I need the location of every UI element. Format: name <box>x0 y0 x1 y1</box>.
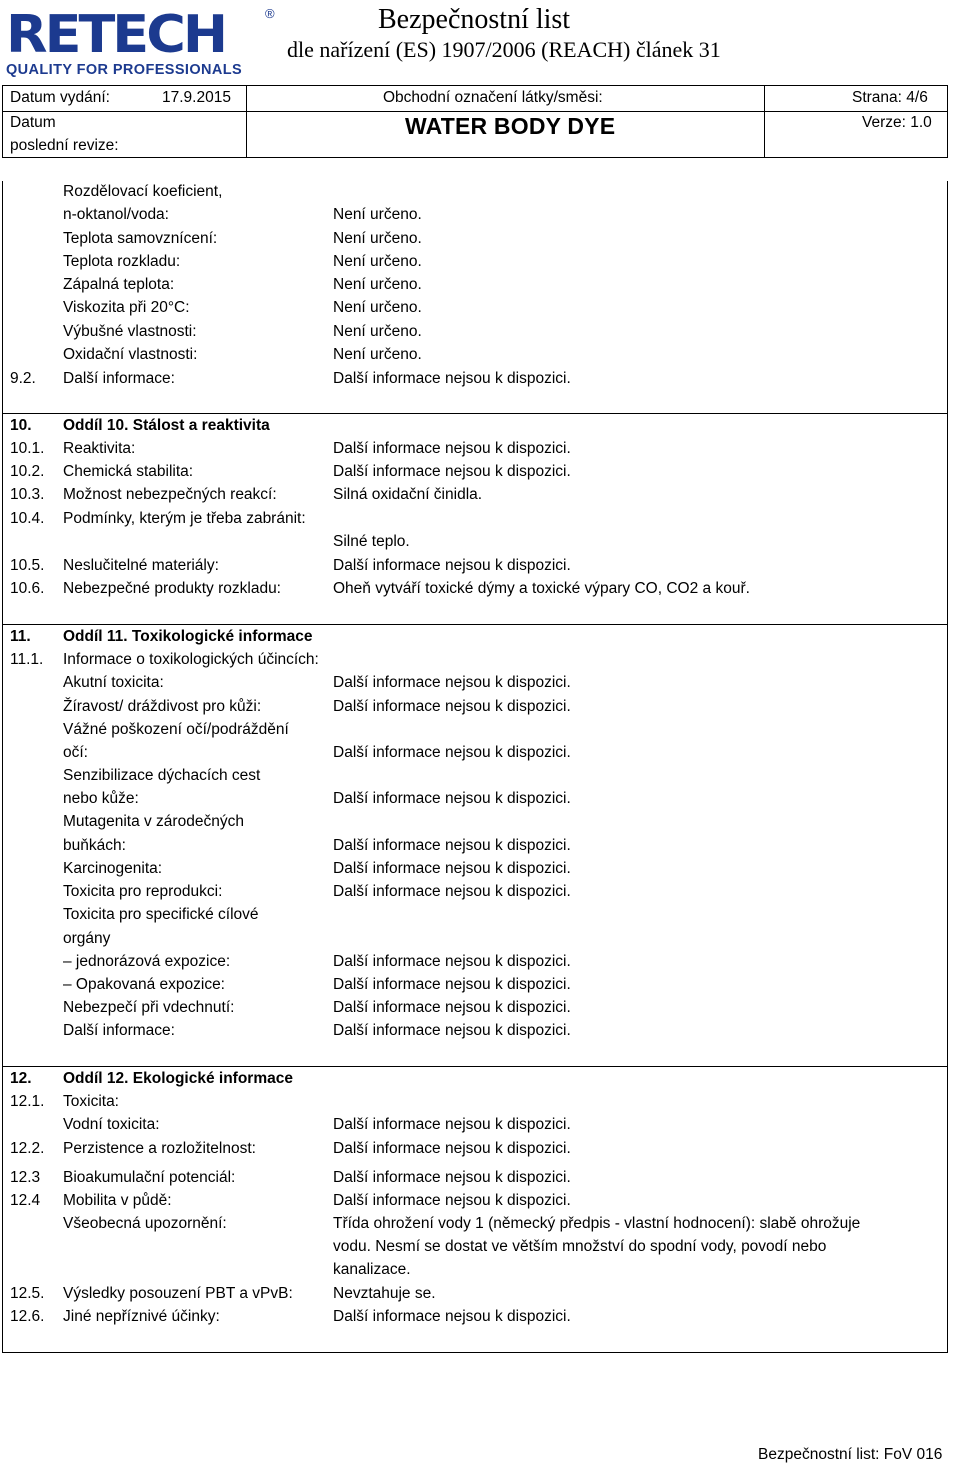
table-row <box>0 672 960 694</box>
row-value: Další informace nejsou k dispozici. <box>333 860 571 877</box>
table-row <box>0 578 960 600</box>
row-label: Podmínky, kterým je třeba zabránit: <box>63 510 306 527</box>
row-label: – jednorázová expozice: <box>63 953 231 970</box>
row-label: Zápalná teplota: <box>63 276 175 293</box>
section-title: Oddíl 12. Ekologické informace <box>63 1070 293 1087</box>
trade-name-label: Obchodní označení látky/směsi: <box>383 89 603 106</box>
header-row-divider <box>3 111 947 112</box>
row-label: očí: <box>63 744 88 761</box>
row-number: 12.1. <box>10 1093 45 1110</box>
row-value: Další informace nejsou k dispozici. <box>333 1308 571 1325</box>
row-label: Toxicita pro specifické cílové <box>63 906 259 923</box>
row-label: Další informace: <box>63 1022 175 1039</box>
row-number: 10.3. <box>10 486 45 503</box>
section-number: 10. <box>10 417 32 434</box>
row-label: Nebezpečí při vdechnutí: <box>63 999 235 1016</box>
row-value: Není určeno. <box>333 276 422 293</box>
table-row <box>0 1138 960 1160</box>
table-row <box>0 858 960 880</box>
logo-wordmark: RETECH <box>6 4 226 65</box>
section-number: 11. <box>10 628 31 645</box>
row-label: Žíravost/ dráždivost pro kůži: <box>63 698 262 715</box>
row-label: Jiné nepříznivé účinky: <box>63 1308 220 1325</box>
section-separator <box>2 1066 948 1067</box>
row-label: Mutagenita v zárodečných <box>63 813 244 830</box>
row-value: Další informace nejsou k dispozici. <box>333 883 571 900</box>
row-label: Nebezpečné produkty rozkladu: <box>63 580 281 597</box>
table-row <box>0 904 960 926</box>
row-label: Vážné poškození očí/podráždění <box>63 721 289 738</box>
row-label: Neslučitelné materiály: <box>63 557 219 574</box>
row-value: Další informace nejsou k dispozici. <box>333 1192 571 1209</box>
row-value: Další informace nejsou k dispozici. <box>333 1140 571 1157</box>
row-label: Další informace: <box>63 370 175 387</box>
row-label: Výbušné vlastnosti: <box>63 323 197 340</box>
row-label: Toxicita pro reprodukci: <box>63 883 223 900</box>
section-separator <box>2 624 948 625</box>
row-label: – Opakovaná expozice: <box>63 976 225 993</box>
header-divider <box>246 86 247 157</box>
section-heading <box>0 415 960 437</box>
row-number: 12.3 <box>10 1169 41 1186</box>
table-row <box>0 1020 960 1042</box>
row-label: Toxicita: <box>63 1093 119 1110</box>
row-label: Chemická stabilita: <box>63 463 194 480</box>
row-value: Další informace nejsou k dispozici. <box>333 744 571 761</box>
table-row <box>0 997 960 1019</box>
row-value: Další informace nejsou k dispozici. <box>333 440 571 457</box>
row-label: Teplota samovznícení: <box>63 230 218 247</box>
table-row <box>0 951 960 973</box>
row-value: Další informace nejsou k dispozici. <box>333 463 571 480</box>
table-row <box>0 228 960 250</box>
table-row <box>0 835 960 857</box>
registered-mark: ® <box>265 6 275 21</box>
table-row <box>0 181 960 203</box>
table-row <box>0 696 960 718</box>
table-row <box>0 1236 960 1258</box>
row-label: n-oktanol/voda: <box>63 206 169 223</box>
table-row <box>0 297 960 319</box>
row-value: Není určeno. <box>333 323 422 340</box>
row-number: 10.5. <box>10 557 45 574</box>
row-number: 12.6. <box>10 1308 45 1325</box>
revision-date-label-2: poslední revize: <box>10 137 119 154</box>
row-label: Rozdělovací koeficient, <box>63 183 223 200</box>
document-subtitle: dle nařízení (ES) 1907/2006 (REACH) článek 31 <box>287 37 721 62</box>
row-label: nebo kůže: <box>63 790 139 807</box>
row-value: Další informace nejsou k dispozici. <box>333 698 571 715</box>
table-row <box>0 742 960 764</box>
row-number: 9.2. <box>10 370 36 387</box>
issue-date-label: Datum vydání: <box>10 89 110 106</box>
row-label: Oxidační vlastnosti: <box>63 346 198 363</box>
table-row <box>0 788 960 810</box>
table-row <box>0 1091 960 1113</box>
row-label: Mobilita v půdě: <box>63 1192 172 1209</box>
row-value: Není určeno. <box>333 346 422 363</box>
row-value: kanalizace. <box>333 1261 411 1278</box>
row-value: Nevztahuje se. <box>333 1285 436 1302</box>
table-row <box>0 928 960 950</box>
footer-document-id: Bezpečnostní list: FoV 016 <box>758 1446 943 1463</box>
row-value: Další informace nejsou k dispozici. <box>333 1116 571 1133</box>
row-value: Není určeno. <box>333 206 422 223</box>
row-value: Silné teplo. <box>333 533 410 550</box>
row-label: Karcinogenita: <box>63 860 163 877</box>
table-row <box>0 1259 960 1281</box>
table-row <box>0 974 960 996</box>
row-value: Oheň vytváří toxické dýmy a toxické výpary CO, CO2 a kouř. <box>333 580 750 597</box>
row-label: Informace o toxikologických účincích: <box>63 651 319 668</box>
row-number: 11.1. <box>10 651 44 668</box>
table-row <box>0 555 960 577</box>
row-number: 10.1. <box>10 440 45 457</box>
table-row <box>0 719 960 741</box>
section-heading <box>0 626 960 648</box>
row-value: Další informace nejsou k dispozici. <box>333 557 571 574</box>
row-label: Akutní toxicita: <box>63 674 164 691</box>
row-value: Další informace nejsou k dispozici. <box>333 999 571 1016</box>
logo-tagline: QUALITY FOR PROFESSIONALS <box>6 62 243 78</box>
row-label: Perzistence a rozložitelnost: <box>63 1140 256 1157</box>
row-value: Není určeno. <box>333 299 422 316</box>
row-number: 10.4. <box>10 510 45 527</box>
row-value: Silná oxidační činidla. <box>333 486 483 503</box>
row-value: Další informace nejsou k dispozici. <box>333 976 571 993</box>
table-row <box>0 508 960 530</box>
row-label: Teplota rozkladu: <box>63 253 181 270</box>
row-number: 10.6. <box>10 580 45 597</box>
table-row <box>0 649 960 671</box>
row-label: Viskozita při 20°C: <box>63 299 190 316</box>
issue-date-value: 17.9.2015 <box>162 89 231 106</box>
table-row <box>0 1213 960 1235</box>
table-row <box>0 204 960 226</box>
table-row <box>0 321 960 343</box>
row-value: Další informace nejsou k dispozici. <box>333 1169 571 1186</box>
table-row <box>0 438 960 460</box>
row-label: Možnost nebezpečných reakcí: <box>63 486 277 503</box>
row-label: Všeobecná upozornění: <box>63 1215 227 1232</box>
row-value: Třída ohrožení vody 1 (německý předpis - vlastní hodnocení): slabě ohrožuje <box>333 1215 861 1232</box>
version-number: Verze: 1.0 <box>862 114 932 131</box>
table-row <box>0 274 960 296</box>
row-label: Výsledky posouzení PBT a vPvB: <box>63 1285 293 1302</box>
table-row <box>0 765 960 787</box>
table-row <box>0 881 960 903</box>
table-row <box>0 344 960 366</box>
row-label: buňkách: <box>63 837 126 854</box>
section-separator <box>2 413 948 414</box>
row-value: Další informace nejsou k dispozici. <box>333 674 571 691</box>
section-title: Oddíl 10. Stálost a reaktivita <box>63 417 270 434</box>
table-row <box>0 251 960 273</box>
table-row <box>0 1306 960 1328</box>
table-row <box>0 461 960 483</box>
row-label: Senzibilizace dýchacích cest <box>63 767 261 784</box>
table-row <box>0 811 960 833</box>
table-row <box>0 368 960 390</box>
product-name: WATER BODY DYE <box>405 113 616 139</box>
company-logo <box>6 4 281 80</box>
page-number: Strana: 4/6 <box>852 89 928 106</box>
section-heading <box>0 1068 960 1090</box>
table-row <box>0 1114 960 1136</box>
row-label: Reaktivita: <box>63 440 136 457</box>
row-number: 12.4 <box>10 1192 41 1209</box>
row-label: Bioakumulační potenciál: <box>63 1169 236 1186</box>
section-title: Oddíl 11. Toxikologické informace <box>63 628 313 645</box>
revision-date-label: Datum <box>10 114 56 131</box>
row-value: Další informace nejsou k dispozici. <box>333 837 571 854</box>
table-row <box>0 1283 960 1305</box>
row-value: Není určeno. <box>333 230 422 247</box>
table-row <box>0 1190 960 1212</box>
row-value: Další informace nejsou k dispozici. <box>333 370 571 387</box>
table-row <box>0 1167 960 1189</box>
header-divider <box>764 86 765 157</box>
row-number: 12.2. <box>10 1140 45 1157</box>
row-value: Další informace nejsou k dispozici. <box>333 953 571 970</box>
table-row <box>0 531 960 553</box>
row-value: vodu. Nesmí se dostat ve větším množství do spodní vody, povodí nebo <box>333 1238 827 1255</box>
row-number: 10.2. <box>10 463 45 480</box>
row-value: Další informace nejsou k dispozici. <box>333 790 571 807</box>
row-label: orgány <box>63 930 111 947</box>
document-title: Bezpečnostní list <box>378 4 571 35</box>
row-value: Není určeno. <box>333 253 422 270</box>
row-value: Další informace nejsou k dispozici. <box>333 1022 571 1039</box>
section-number: 12. <box>10 1070 32 1087</box>
row-number: 12.5. <box>10 1285 45 1302</box>
table-row <box>0 484 960 506</box>
row-label: Vodní toxicita: <box>63 1116 160 1133</box>
